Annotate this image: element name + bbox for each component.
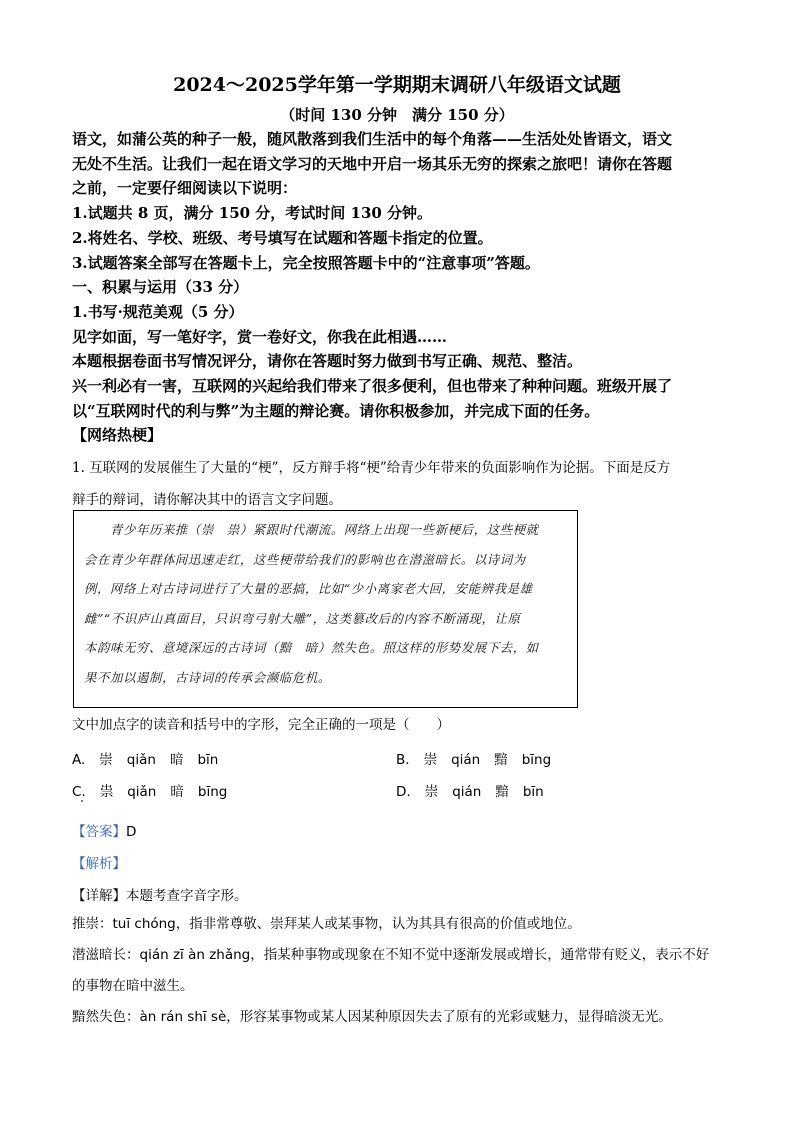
option-last: bīng [521, 752, 552, 768]
question-line: 辩手的辩词，请你解决其中的语言文字问题。 [72, 492, 342, 508]
intro-block [72, 127, 724, 448]
option-word: 暗 [169, 752, 184, 768]
detail-row [72, 884, 248, 904]
intro-line: 语文，如蒲公英的种子一般，随风散落到我们生活中的每个角落——生活处处皆语文，语文 [72, 130, 673, 148]
question-line: 1. 互联网的发展催生了大量的“梗”，反方辩手将“梗”给青少年带来的负面影响作为论据。下面是反方 [72, 460, 671, 476]
body-line: 以“互联网时代的利与弊”为主题的辩论赛。请你积极参加，并完成下面的任务。 [72, 401, 600, 420]
body-line: 兴一利必有一害，互联网的兴起给我们带来了很多便利，但也带来了种种问题。班级开展了 [72, 377, 673, 396]
question-stem: 文中加点字的读音和括号中的字形，完全正确的一项是（ ） [72, 717, 450, 733]
rule-item: 2.将姓名、学校、班级、考号填写在试题和答题卡指定的位置。 [72, 228, 493, 247]
stray-dot [81, 800, 83, 802]
option-pinyin: qiǎn [126, 752, 156, 768]
option-pinyin: qiǎn [127, 784, 157, 800]
analysis-label: 【解析】 [72, 856, 126, 872]
option-label: D. [396, 784, 411, 800]
passage-line: 青少年历来推（崇 祟）紧跟时代潮流。网络上出现一些新梗后，这些梗就 [84, 522, 539, 537]
option-d[interactable] [396, 780, 558, 800]
option-last: bīn [197, 752, 219, 768]
answer-label: 【答案】 [72, 824, 126, 840]
passage-line: 会在青少年群体间迅速走红，这些梗带给我们的影响也在潜滋暗长。以诗词为 [84, 551, 526, 567]
passage-line: 雌”“不识庐山真面目，只识弯弓射大雕”，这类篡改后的内容不断涌现，让原 [84, 610, 521, 626]
explanation-line: 的事物在暗中滋生。 [72, 978, 194, 994]
option-a[interactable] [72, 748, 232, 768]
detail-label: 【详解】 [72, 888, 126, 904]
explanation-line: 潜滋暗长：qián zī àn zhǎng，指某种事物或现象在不知不觉中逐渐发展或增长，通常带有贬义，表示不好 [72, 947, 710, 963]
intro-line: 无处不生活。让我们一起在语文学习的天地中开启一场其乐无穷的探索之旅吧！请你在答题 [72, 154, 673, 173]
explanation-line: 推崇：tuī chóng，指非常尊敬、崇拜某人或某事物，认为其具有很高的价值或地位。 [72, 916, 581, 932]
intro-line: 之前，一定要仔细阅读以下说明： [72, 179, 298, 198]
option-label: A. [72, 752, 86, 768]
explanation-line: 黯然失色：àn rán shī sè，形容某事物或某人因某种原因失去了原有的光彩或魅力，显得暗淡无光。 [72, 1009, 672, 1025]
question-1 [72, 452, 722, 516]
explanation-block [72, 909, 722, 1033]
option-pinyin: qián [451, 752, 481, 768]
option-word: 暗 [170, 784, 184, 800]
passage-line: 果不加以遏制，古诗词的传承会濒临危机。 [84, 669, 331, 685]
rule-item: 3.试题答案全部写在答题卡上，完全按照答题卡中的“注意事项”答题。 [72, 253, 540, 272]
body-line: 见字如面，写一笔好字，赏一卷好文，你我在此相遇…… [72, 327, 448, 346]
option-word: 黯 [495, 784, 509, 800]
option-pinyin: qián [452, 784, 482, 800]
option-label: C. [72, 784, 86, 800]
answer-row [72, 820, 136, 840]
option-char: 崇 [424, 784, 439, 800]
passage-line: 本韵味无穷、意境深远的古诗词（黯 暗）然失色。照这样的形势发展下去，如 [84, 640, 539, 656]
option-last: bīn [522, 784, 544, 800]
option-char: 崇 [423, 752, 438, 768]
option-char: 崇 [99, 752, 113, 768]
passage-line: 例，网络上对古诗词进行了大量的恶搞，比如“少小离家老大回，安能辨我是雄 [84, 581, 533, 597]
option-char: 祟 [99, 784, 114, 800]
analysis-row [72, 852, 126, 872]
option-c[interactable] [72, 780, 241, 800]
rule-item: 1.试题共 8 页，满分 150 分，考试时间 130 分钟。 [72, 204, 433, 223]
sub-heading: 1.书写·规范美观（5 分） [72, 302, 244, 321]
body-line: 本题根据卷面书写情况评分，请你在答题时努力做到书写正确、规范、整洁。 [72, 352, 583, 371]
option-label: B. [396, 752, 410, 768]
option-word: 黯 [494, 752, 508, 768]
section-heading: 一、积累与运用（33 分） [72, 278, 249, 297]
topic-tag: 【网络热梗】 [72, 426, 163, 445]
detail-text: 本题考查字音字形。 [126, 888, 248, 904]
exam-time-info: （时间 130 分钟 满分 150 分） [280, 106, 514, 124]
option-last: bīng [197, 784, 228, 800]
answer-value: D [126, 824, 137, 840]
passage-box [73, 510, 578, 708]
page-title: 2024～2025学年第一学期期末调研八年级语文试题 [173, 74, 621, 96]
option-b[interactable] [396, 748, 565, 768]
